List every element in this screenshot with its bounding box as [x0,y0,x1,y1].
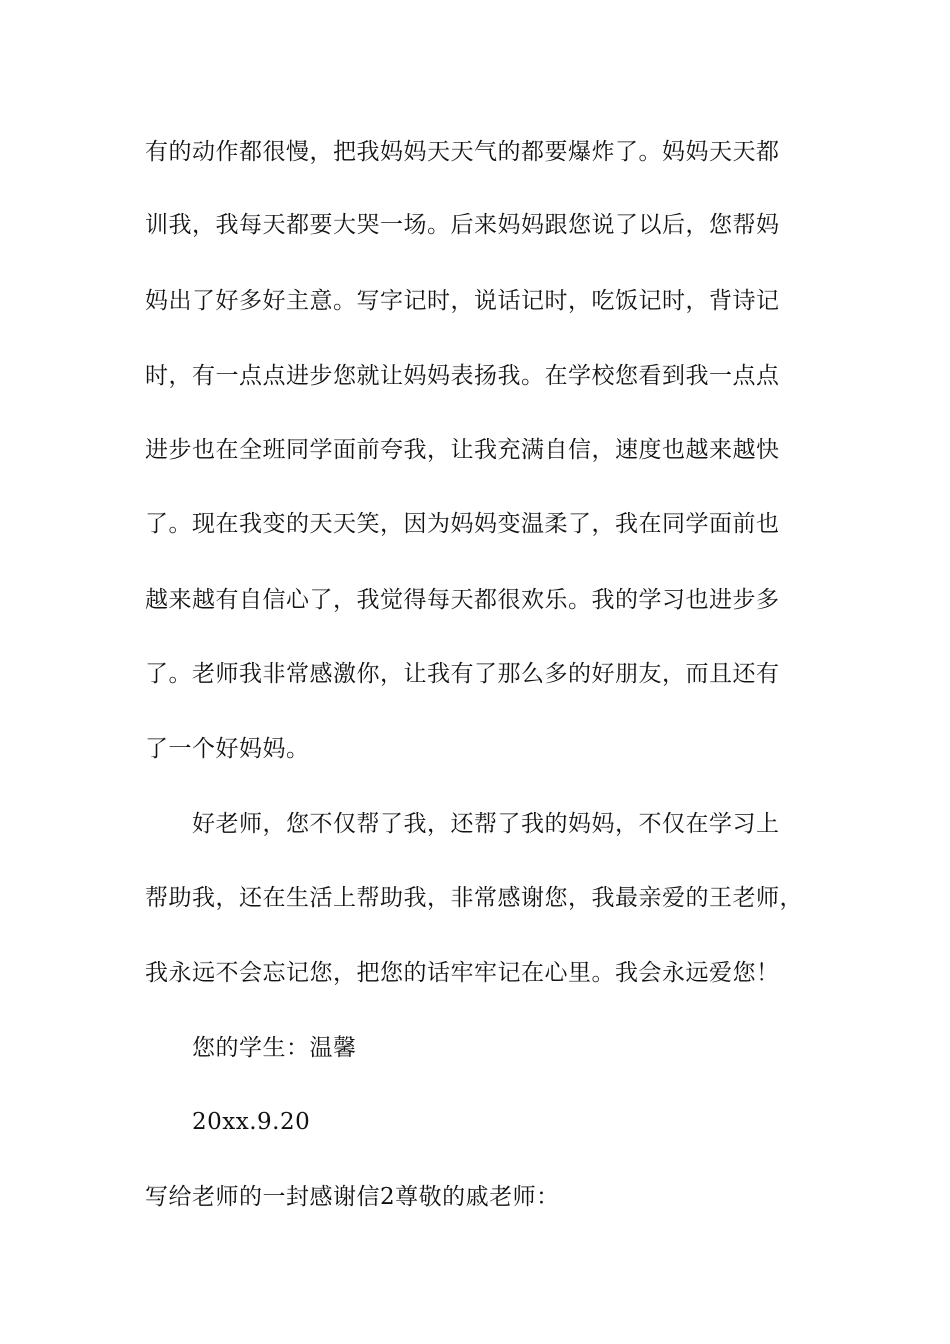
text-line: 有的动作都很慢，把我妈妈天天气的都要爆炸了。妈妈天天都 [145,139,780,165]
text-line: 妈出了好多好主意。写字记时，说话记时，吃饭记时，背诗记 [145,288,780,314]
text-line: 帮助我，还在生活上帮助我，非常感谢您，我最亲爱的王老师， [145,885,803,911]
date-line: 20xx.9.20 [192,1109,311,1135]
section-heading: 写给老师的一封感谢信2尊敬的戚老师： [145,1184,560,1210]
text-line: 了。老师我非常感激你，让我有了那么多的好朋友，而且还有 [145,661,780,687]
text-line: 了。现在我变的天天笑，因为妈妈变温柔了，我在同学面前也 [145,511,780,537]
text-line: 越来越有自信心了，我觉得每天都很欢乐。我的学习也进步多 [145,587,780,613]
text-line: 时，有一点点进步您就让妈妈表扬我。在学校您看到我一点点 [145,363,780,389]
text-line: 我永远不会忘记您，把您的话牢牢记在心里。我会永远爱您！ [145,960,780,986]
text-line: 了一个好妈妈。 [145,736,310,762]
text-line: 训我，我每天都要大哭一场。后来妈妈跟您说了以后，您帮妈 [145,212,780,238]
signature-line: 您的学生：温馨 [192,1035,357,1061]
text-line: 进步也在全班同学面前夸我，让我充满自信，速度也越来越快 [145,437,780,463]
paragraph-first-line: 好老师，您不仅帮了我，还帮了我的妈妈，不仅在学习上 [192,811,780,837]
